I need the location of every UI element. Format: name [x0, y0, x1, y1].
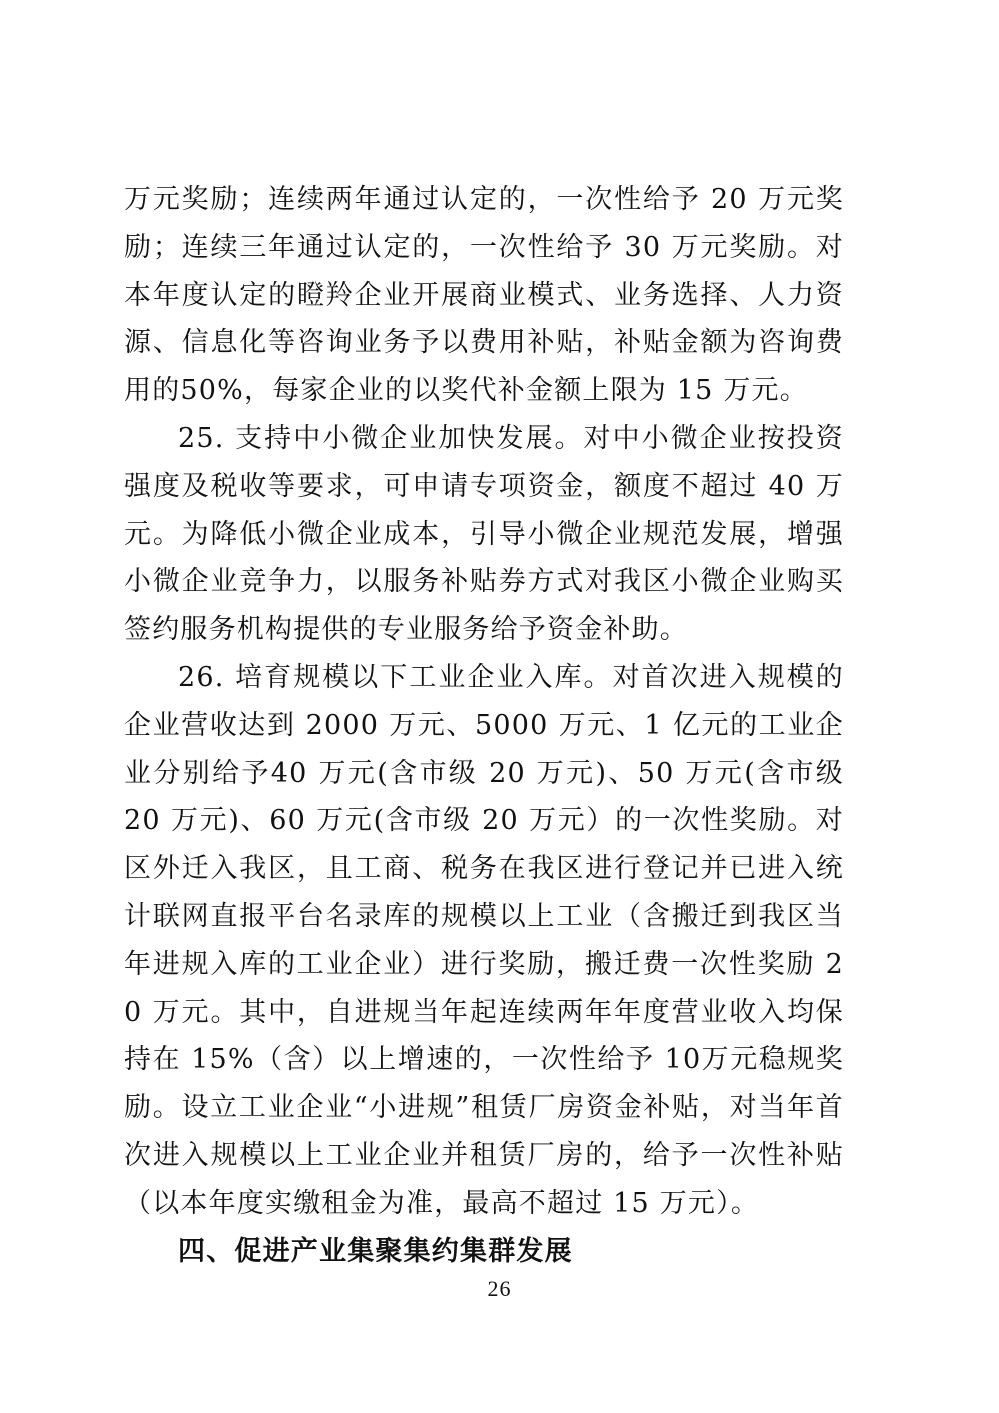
- body-text: [124, 176, 844, 1275]
- page-number: 26: [487, 1276, 512, 1301]
- section-heading: 四、促进产业集聚集约集群发展: [178, 1235, 573, 1267]
- paragraph-item-26: 26. 培育规模以下工业企业入库。对首次进入规模的企业营收达到 2000 万元、5000 万元、1 亿元的工业企业分别给予40 万元(含市级 20 万元)、50 万元(含市级 20 万元)、60 万元(含市级 20 万元）的一次性奖励。对区外迁入我区，且工商、税务在我区进行登记并已进入统计联网直报平台名录库的规模以上工业（含搬迁到我区当年进规入库的工业企业）进行奖励，搬迁费一次性奖励 20 万元。其中，自进规当年起连续两年年度营业收入均保持在 15%（含）以上增速的，一次性给予 10万元稳规奖励。设立工业企业“小进规”租赁厂房资金补贴，对当年首次进入规模以上工业企业并租赁厂房的，给予一次性补贴（以本年度实缴租金为准，最高不超过 15 万元）。: [124, 661, 844, 1219]
- paragraph-continuation: 万元奖励；连续两年通过认定的，一次性给予 20 万元奖励；连续三年通过认定的，一次性给予 30 万元奖励。对本年度认定的瞪羚企业开展商业模式、业务选择、人力资源、信息化等咨询业务予以费用补贴，补贴金额为咨询费用的50%，每家企业的以奖代补金额上限为 15 万元。: [124, 184, 844, 407]
- paragraph-item-25: 25. 支持中小微企业加快发展。对中小微企业按投资强度及税收等要求，可申请专项资金，额度不超过 40 万元。为降低小微企业成本，引导小微企业规范发展，增强小微企业竞争力，以服务补贴券方式对我区小微企业购买签约服务机构提供的专业服务给予资金补助。: [124, 422, 844, 646]
